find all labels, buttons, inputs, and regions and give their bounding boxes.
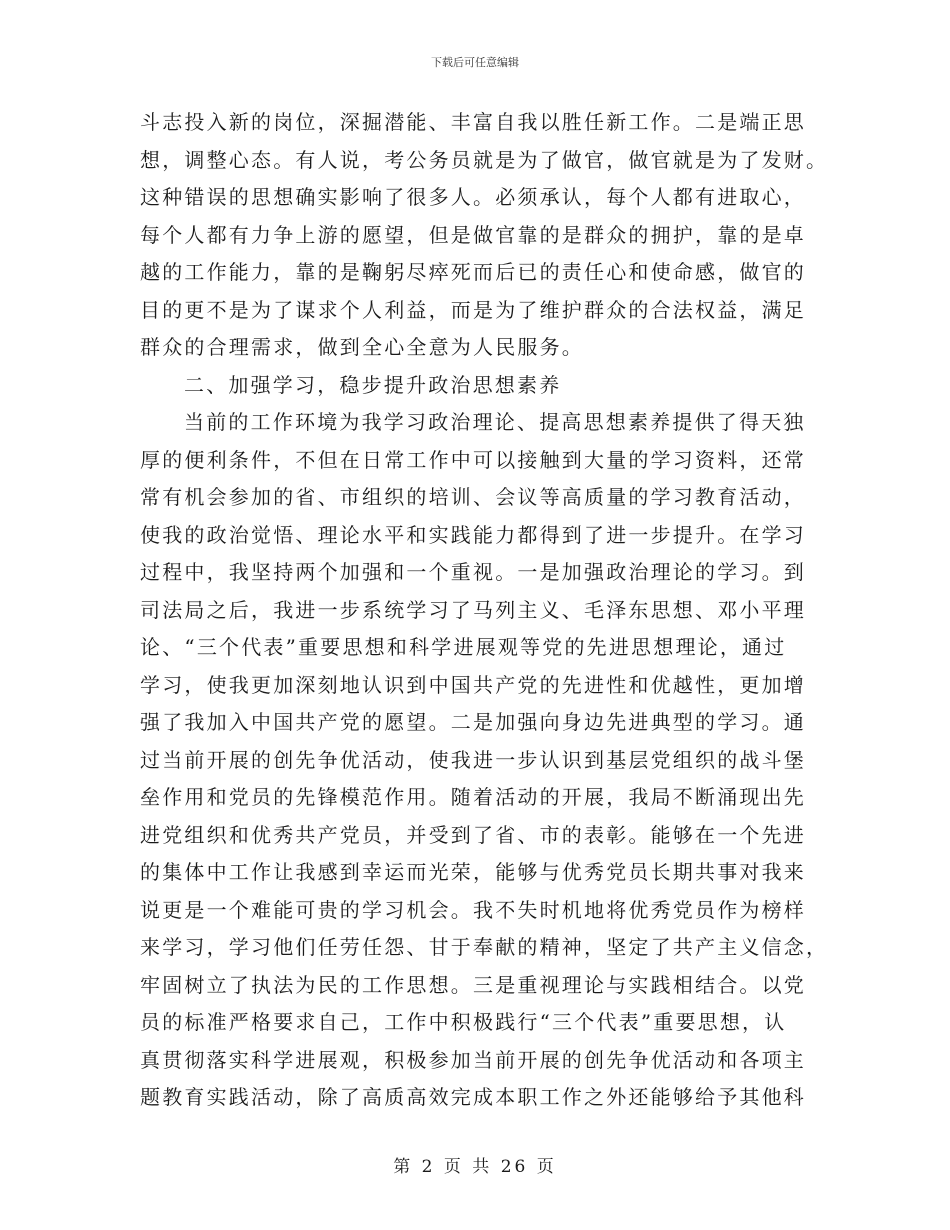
paragraph-start-line: 当前的工作环境为我学习政治理论、提高思想素养提供了得天独 xyxy=(184,410,806,434)
body-line: 斗志投入新的岗位，深掘潜能、丰富自我以胜任新工作。二是端正思 xyxy=(140,110,806,134)
body-line: 厚的便利条件，不但在日常工作中可以接触到大量的学习资料，还常 xyxy=(140,447,806,472)
body-line: 垒作用和党员的先锋模范作用。随着活动的开展，我局不断涌现出先 xyxy=(140,785,806,809)
body-line: 论、“三个代表”重要思想和科学进展观等党的先进思想理论，通过 xyxy=(140,635,787,659)
body-line: 学习，使我更加深刻地认识到中国共产党的先进性和优越性，更加增 xyxy=(140,672,806,697)
body-line: 说更是一个难能可贵的学习机会。我不失时机地将优秀党员作为榜样 xyxy=(140,897,806,922)
body-line: 越的工作能力，靠的是鞠躬尽瘁死而后已的责任心和使命感，做官的 xyxy=(140,260,806,284)
page-number-footer: 第 2 页 共 26 页 xyxy=(393,1157,557,1177)
body-line: 强了我加入中国共产党的愿望。二是加强向身边先进典型的学习。通 xyxy=(140,710,806,734)
body-line: 这种错误的思想确实影响了很多人。必须承认，每个人都有进取心， xyxy=(140,185,806,209)
body-line: 群众的合理需求，做到全心全意为人民服务。 xyxy=(140,335,584,359)
body-line: 的集体中工作让我感到幸运而光荣，能够与优秀党员长期共事对我来 xyxy=(140,860,806,884)
body-line: 真贯彻落实科学进展观，积极参加当前开展的创先争优活动和各项主 xyxy=(140,1047,806,1072)
body-line: 想，调整心态。有人说，考公务员就是为了做官，做官就是为了发财。 xyxy=(140,147,829,172)
body-line: 牢固树立了执法为民的工作思想。三是重视理论与实践相结合。以党 xyxy=(140,972,806,997)
body-line: 目的更不是为了谋求个人利益，而是为了维护群众的合法权益，满足 xyxy=(140,297,806,322)
section-heading: 二、加强学习，稳步提升政治思想素养 xyxy=(184,372,562,397)
body-line: 使我的政治觉悟、理论水平和实践能力都得到了进一步提升。在学习 xyxy=(140,522,806,547)
body-line: 过程中，我坚持两个加强和一个重视。一是加强政治理论的学习。到 xyxy=(140,560,806,584)
body-line: 来学习，学习他们任劳任怨、甘于奉献的精神，坚定了共产主义信念， xyxy=(140,935,829,959)
body-line: 题教育实践活动，除了高质高效完成本职工作之外还能够给予其他科 xyxy=(140,1085,806,1109)
page-header: 下载后可任意编辑 xyxy=(431,56,519,69)
body-line: 过当前开展的创先争优活动，使我进一步认识到基层党组织的战斗堡 xyxy=(140,747,806,772)
body-line: 司法局之后，我进一步系统学习了马列主义、毛泽东思想、邓小平理 xyxy=(140,597,806,622)
body-line: 进党组织和优秀共产党员，并受到了省、市的表彰。能够在一个先进 xyxy=(140,822,806,847)
body-line: 常有机会参加的省、市组织的培训、会议等高质量的学习教育活动， xyxy=(140,485,806,509)
document-body xyxy=(140,104,829,1117)
body-line: 每个人都有力争上游的愿望，但是做官靠的是群众的拥护，靠的是卓 xyxy=(140,222,806,247)
body-line: 员的标准严格要求自己，工作中积极践行“三个代表”重要思想，认 xyxy=(140,1010,787,1034)
